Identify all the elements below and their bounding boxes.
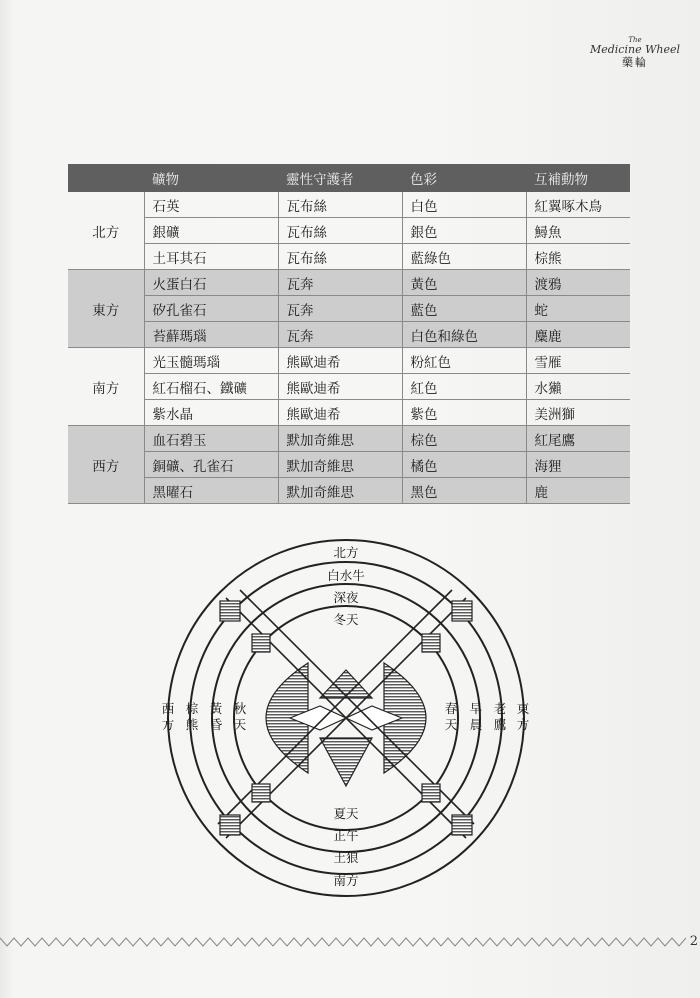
wheel-north-4: 冬天 [333,612,359,627]
mineral-cell: 矽孔雀石 [144,296,278,322]
square-se-inner [422,784,440,802]
color-cell: 黃色 [402,270,526,296]
color-cell: 黑色 [402,478,526,504]
square-sw-outer [220,815,240,835]
wheel-south-3: 土狼 [333,850,359,865]
wheel-west-2: 棕熊 [185,701,199,732]
direction-cell: 西方 [68,426,144,504]
direction-cell: 東方 [68,270,144,348]
wheel-west-4: 秋天 [233,701,247,732]
mineral-cell: 銀礦 [144,218,278,244]
guardian-cell: 熊歐迪希 [278,374,402,400]
mineral-cell: 土耳其石 [144,244,278,270]
wheel-north-3: 深夜 [333,590,359,605]
guardian-cell: 瓦奔 [278,296,402,322]
north-triangle [320,670,372,698]
color-cell: 橘色 [402,452,526,478]
guardian-cell: 默加奇維思 [278,452,402,478]
direction-cell: 北方 [68,192,144,270]
wheel-south-4: 南方 [333,873,359,888]
animal-cell: 海狸 [526,452,630,478]
wheel-west-1: 西方 [161,701,175,732]
wheel-south-2: 正午 [333,828,359,843]
color-cell: 銀色 [402,218,526,244]
wheel-east-4: 東方 [516,701,530,732]
guardian-cell: 默加奇維思 [278,426,402,452]
animal-cell: 渡鴉 [526,270,630,296]
header-title: Medicine Wheel [589,43,680,56]
mineral-cell: 光玉髓瑪瑙 [144,348,278,374]
header-cell-color: 色彩 [402,164,526,192]
mineral-cell: 苔蘚瑪瑙 [144,322,278,348]
wheel-north-1: 北方 [333,545,359,560]
guardian-cell: 瓦布絲 [278,244,402,270]
animal-cell: 麋鹿 [526,322,630,348]
color-cell: 白色和綠色 [402,322,526,348]
header-cell-mineral: 礦物 [144,164,278,192]
wheel-east-1: 春天 [444,701,458,732]
square-nw-inner [252,634,270,652]
color-cell: 藍綠色 [402,244,526,270]
mineral-cell: 銅礦、孔雀石 [144,452,278,478]
wheel-north-2: 白水牛 [327,568,365,583]
header-cell-guardian: 靈性守護者 [278,164,402,192]
color-cell: 紅色 [402,374,526,400]
color-cell: 紫色 [402,400,526,426]
square-sw-inner [252,784,270,802]
mineral-cell: 火蛋白石 [144,270,278,296]
animal-cell: 棕熊 [526,244,630,270]
page-border-zigzag [0,934,686,950]
wheel-south-1: 夏天 [333,806,359,821]
mineral-cell: 紅石榴石、鐵礦 [144,374,278,400]
guardian-cell: 默加奇維思 [278,478,402,504]
header-subtitle: 藥輪 [621,56,648,69]
page-number: 2 [689,934,698,949]
square-ne-inner [422,634,440,652]
wheel-east-3: 老鷹 [493,701,507,732]
animal-cell: 鱘魚 [526,218,630,244]
animal-cell: 美洲獅 [526,400,630,426]
animal-cell: 雪雁 [526,348,630,374]
animal-cell: 水獺 [526,374,630,400]
animal-cell: 鹿 [526,478,630,504]
wheel-west-labels [162,701,247,732]
mineral-cell: 石英 [144,192,278,218]
mineral-cell: 黑曜石 [144,478,278,504]
guardian-cell: 熊歐迪希 [278,348,402,374]
inner-hatched-shapes [266,663,426,786]
wheel-west-3: 黃昏 [209,701,223,732]
animal-cell: 紅尾鷹 [526,426,630,452]
mineral-cell: 紫水晶 [144,400,278,426]
color-cell: 棕色 [402,426,526,452]
guardian-cell: 瓦布絲 [278,218,402,244]
color-cell: 粉紅色 [402,348,526,374]
square-se-outer [452,815,472,835]
animal-cell: 紅翼啄木鳥 [526,192,630,218]
square-nw-outer [220,601,240,621]
direction-cell: 南方 [68,348,144,426]
square-ne-outer [452,601,472,621]
color-cell: 藍色 [402,296,526,322]
mineral-cell: 血石碧玉 [144,426,278,452]
south-triangle [320,738,372,786]
wheel-east-2: 早晨 [469,701,483,732]
header-cell-animal: 互補動物 [526,164,630,192]
header-the: The [628,36,642,44]
guardian-cell: 瓦布絲 [278,192,402,218]
guardian-cell: 瓦奔 [278,270,402,296]
guardian-cell: 熊歐迪希 [278,400,402,426]
animal-cell: 蛇 [526,296,630,322]
guardian-cell: 瓦奔 [278,322,402,348]
color-cell: 白色 [402,192,526,218]
